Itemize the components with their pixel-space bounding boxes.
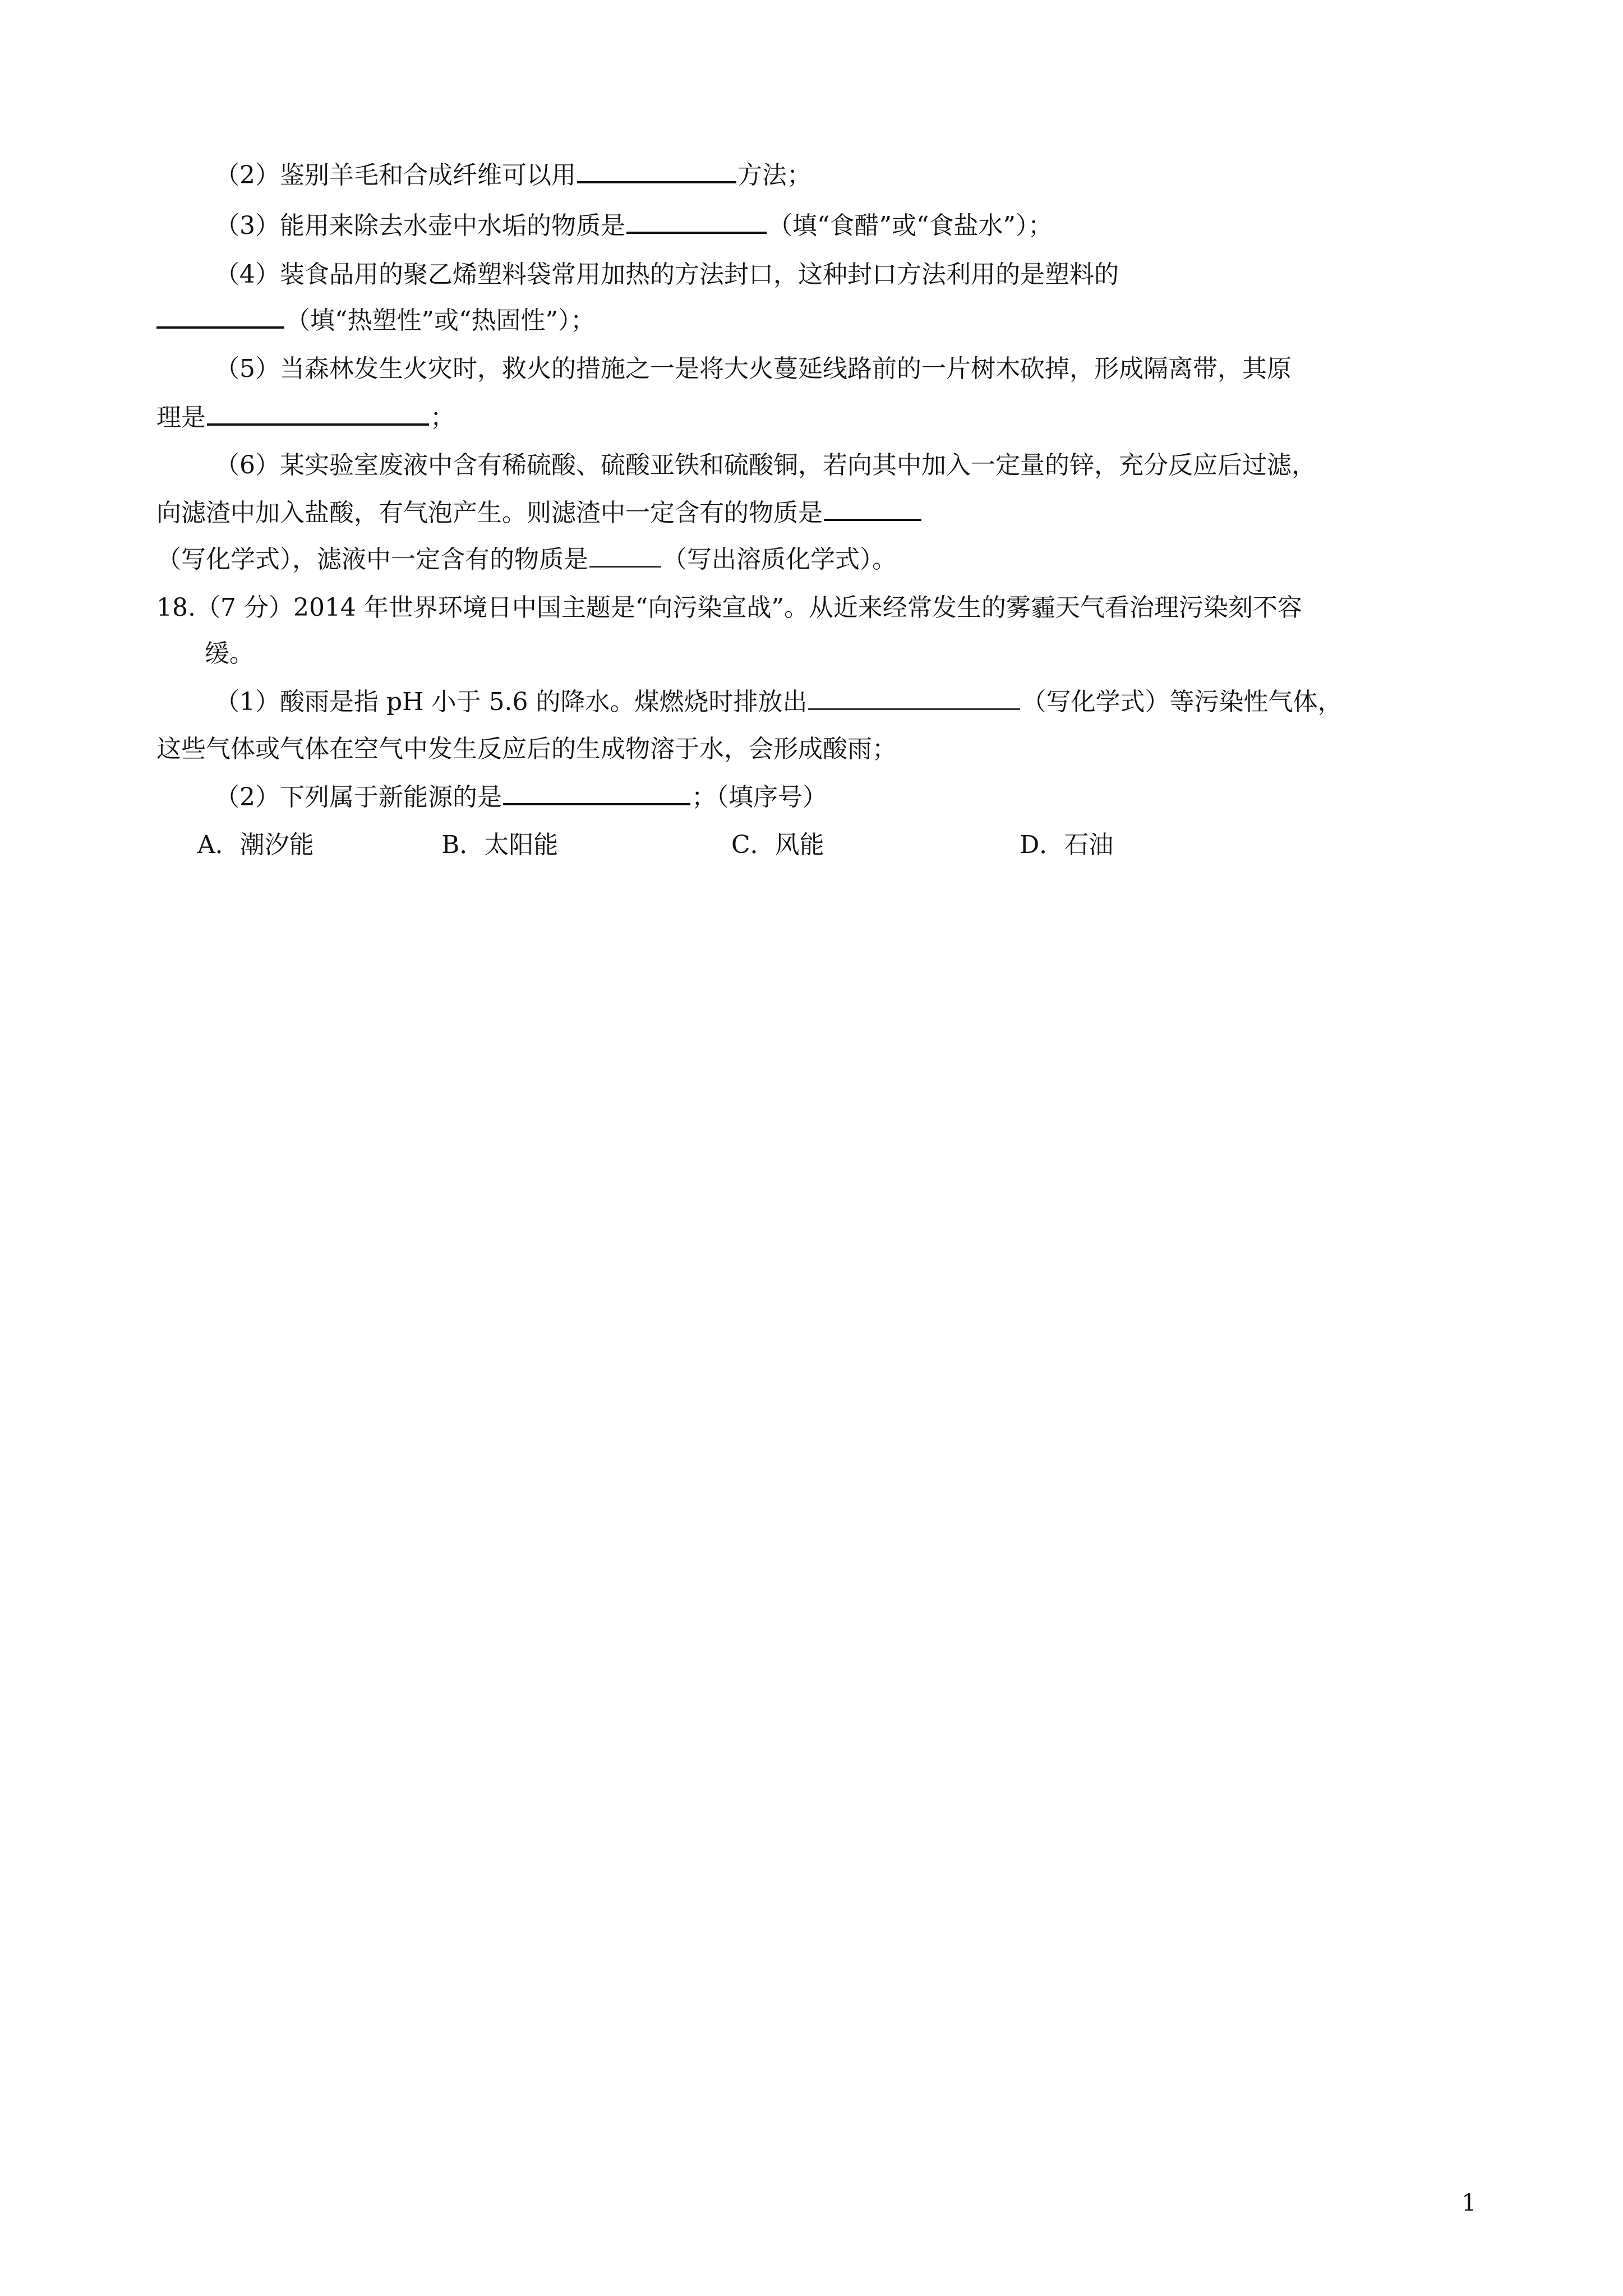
- q18-part2-suffix: ；（填序号）: [691, 783, 827, 812]
- q18-part1-suffix: （写化学式）等污染性气体，: [1021, 688, 1343, 716]
- option-a[interactable]: A．潮汐能: [197, 831, 314, 859]
- q18-heading: [156, 591, 1302, 625]
- q17-part4-line1: [215, 258, 1119, 292]
- answer-blank[interactable]: [207, 403, 429, 426]
- answer-blank[interactable]: [503, 783, 690, 805]
- q17-part5-suffix: ；: [430, 403, 455, 432]
- q18-heading-text2: 缓。: [205, 639, 254, 668]
- q18-part2-text: （2）下列属于新能源的是: [215, 783, 502, 812]
- q17-part5-prefix: 理是: [156, 403, 206, 432]
- q17-part5-text: （5）当森林发生火灾时，救火的措施之一是将大火蔓延线路前的一片树木砍掉，形成隔离带，其原: [215, 354, 1292, 383]
- answer-blank[interactable]: [156, 306, 284, 329]
- answer-blank[interactable]: [589, 546, 661, 568]
- q18-part2: [215, 781, 827, 814]
- answer-blank[interactable]: [824, 499, 921, 521]
- answer-blank[interactable]: [577, 161, 736, 183]
- q17-part3-suffix: （填“食醋”或“食盐水”）；: [768, 211, 1053, 240]
- q17-part4-line2: [156, 304, 595, 338]
- q18-part1-text2: 这些气体或气体在空气中发生反应后的生成物溶于水，会形成酸雨；: [156, 735, 897, 763]
- q17-part4-text: （4）装食品用的聚乙烯塑料袋常用加热的方法封口，这种封口方法利用的是塑料的: [215, 260, 1119, 289]
- answer-blank[interactable]: [626, 211, 767, 234]
- page-number: 1: [1461, 2189, 1477, 2216]
- q17-part2: [215, 159, 811, 192]
- q17-part3-text: （3）能用来除去水壶中水垢的物质是: [215, 211, 625, 240]
- q17-part2-suffix: 方法；: [737, 161, 811, 190]
- q18-part1-line2: [156, 732, 897, 766]
- q18-heading-text: 18.（7 分）2014 年世界环境日中国主题是“向污染宣战”。从近来经常发生的雾霾天气看治理污染刻不容: [156, 593, 1302, 622]
- option-b[interactable]: B．太阳能: [441, 831, 559, 859]
- q17-part6-text2: 向滤渣中加入盐酸，有气泡产生。则滤渣中一定含有的物质是: [156, 499, 823, 527]
- q17-part6-line2: [156, 496, 923, 530]
- q17-part6-line1: [215, 449, 1316, 482]
- q17-part2-text: （2）鉴别羊毛和合成纤维可以用: [215, 161, 576, 190]
- q17-part6-text3: （写化学式），滤液中一定含有的物质是: [156, 545, 588, 574]
- q18-heading-cont: [205, 637, 254, 671]
- q17-part6-text: （6）某实验室废液中含有稀硫酸、硫酸亚铁和硫酸铜，若向其中加入一定量的锌，充分反应后过滤，: [215, 451, 1316, 480]
- answer-blank[interactable]: [808, 688, 1020, 710]
- q18-part1-text: （1）酸雨是指 pH 小于 5.6 的降水。煤燃烧时排放出: [215, 688, 808, 716]
- q17-part5-line2: [156, 401, 455, 435]
- q17-part5-line1: [215, 352, 1292, 386]
- q17-part3: [215, 209, 1053, 243]
- q17-part4-suffix: （填“热塑性”或“热固性”）；: [285, 306, 595, 335]
- option-d[interactable]: D．石油: [1020, 831, 1114, 859]
- q18-part1-line1: [215, 685, 1342, 719]
- q17-part6-suffix: （写出溶质化学式）。: [662, 545, 897, 574]
- q17-part6-line3: [156, 543, 897, 577]
- option-c[interactable]: C．风能: [731, 831, 824, 859]
